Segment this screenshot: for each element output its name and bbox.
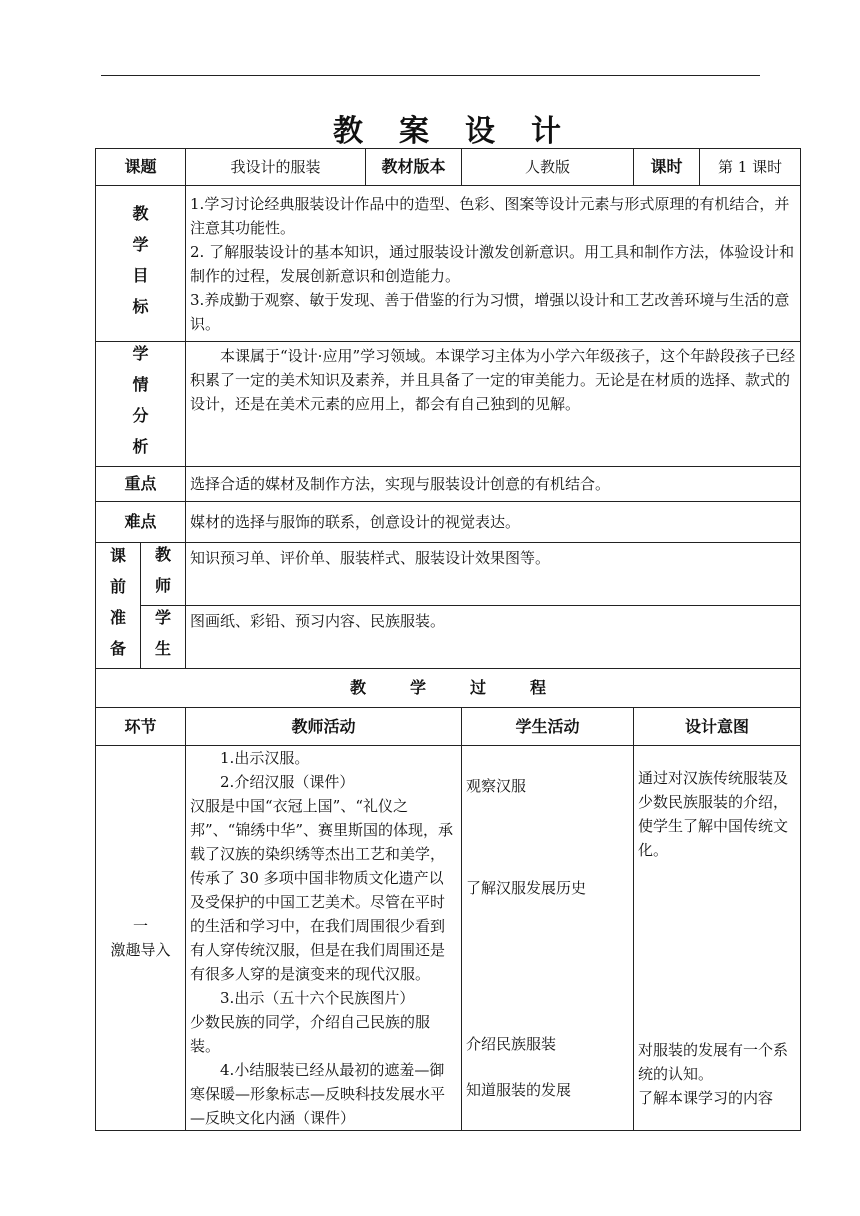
topic-value: 我设计的服装 <box>186 149 366 186</box>
key-point-row <box>96 467 801 502</box>
edition-value: 人教版 <box>462 149 634 186</box>
stage-1-student-activity <box>462 746 634 1131</box>
design-intent-header: 设计意图 <box>634 708 801 746</box>
key-point-content: 选择合适的媒材及制作方法，实现与服装设计创意的有机结合。 <box>186 467 801 502</box>
design-intent-item: 通过对汉族传统服装及少数民族服装的介绍，使学生了解中国传统文化。 <box>638 769 789 859</box>
header-rule <box>101 75 760 76</box>
topic-label: 课题 <box>96 149 186 186</box>
student-activity-item: 观察汉服 <box>466 777 527 795</box>
objective-item: 2. 了解服装设计的基本知识，通过服装设计激发创新意识。用工具和制作方法，体验设计和制作的过程，发展创新意识和创造能力。 <box>190 242 795 285</box>
title-char: 计 <box>531 114 561 149</box>
stage-1-teacher-activity <box>186 746 462 1131</box>
stage-1-row <box>96 746 801 1131</box>
analysis-label: 学 情 分 析 <box>96 342 186 467</box>
objective-item: 3.养成勤于观察、敏于发现、善于借鉴的行为习惯，增强以设计和工艺改善环境与生活的意识。 <box>190 290 790 333</box>
document-title <box>95 106 799 150</box>
objectives-row <box>96 186 801 342</box>
student-activity-item: 了解汉服发展历史 <box>466 879 587 897</box>
prep-student-label: 学 生 <box>141 606 186 669</box>
teacher-step-text: 少数民族的同学，介绍自己民族的服装。 <box>190 1013 431 1055</box>
teacher-step: 1.出示汉服。 <box>220 749 310 767</box>
student-activity-item: 介绍民族服装 <box>466 1035 557 1053</box>
period-value: 第 1 课时 <box>700 149 801 186</box>
prep-teacher-row <box>96 543 801 606</box>
key-point-label: 重点 <box>96 467 186 502</box>
student-activity-item: 知道服装的发展 <box>466 1081 572 1099</box>
difficulty-label: 难点 <box>96 502 186 543</box>
objectives-label: 教 学 目 标 <box>96 186 186 342</box>
analysis-row <box>96 342 801 467</box>
prep-student-row <box>96 606 801 669</box>
title-char: 设 <box>465 114 495 149</box>
stage-header: 环节 <box>96 708 186 746</box>
teacher-step: 2.介绍汉服（课件） <box>220 773 355 791</box>
teacher-step: 3.出示（五十六个民族图片） <box>220 989 415 1007</box>
stage-1-number: 一 <box>133 917 149 935</box>
title-char: 教 <box>333 114 363 149</box>
header-row <box>96 149 801 186</box>
period-label: 课时 <box>634 149 700 186</box>
design-intent-item: 了解本课学习的内容 <box>638 1089 774 1107</box>
student-activity-header: 学生活动 <box>462 708 634 746</box>
process-title: 教 学 过 程 <box>96 669 801 708</box>
stage-1-cell <box>96 746 186 1131</box>
teacher-step-text: 汉服是中国“衣冠上国”、“礼仪之邦”、“锦绣中华”、赛里斯国的体现，承载了汉族的染织绣等杰出工艺和美学，传承了 30 多项中国非物质文化遗产以及受保护的中国工艺美术。尽管在平时的生活和学习中，在我们周围很少看到有人穿传统汉服，但是在我们周围还是有很多人穿的是演变来的现代汉服。 <box>190 797 454 983</box>
prep-teacher-content: 知识预习单、评价单、服装样式、服装设计效果图等。 <box>186 543 801 606</box>
process-title-row <box>96 669 801 708</box>
process-header-row <box>96 708 801 746</box>
analysis-content: 本课属于“设计·应用”学习领域。本课学习主体为小学六年级孩子，这个年龄段孩子已经积累了一定的美术知识及素养，并且具备了一定的审美能力。无论是在材质的选择、款式的设计，还是在美术元素的应用上，都会有自己独到的见解。 <box>186 342 801 467</box>
difficulty-content: 媒材的选择与服饰的联系，创意设计的视觉表达。 <box>186 502 801 543</box>
teacher-step: 4.小结服装已经从最初的遮羞—御寒保暖—形象标志—反映科技发展水平—反映文化内涵（课件） <box>190 1061 446 1127</box>
difficulty-row <box>96 502 801 543</box>
design-intent-item: 对服装的发展有一个系统的认知。 <box>638 1041 789 1083</box>
objective-item: 1.学习讨论经典服装设计作品中的造型、色彩、图案等设计元素与形式原理的有机结合，并注意其功能性。 <box>190 194 790 237</box>
edition-label: 教材版本 <box>366 149 462 186</box>
stage-1-design-intent <box>634 746 801 1131</box>
objectives-content <box>186 186 801 342</box>
prep-teacher-label: 教 师 <box>141 543 186 606</box>
title-char: 案 <box>399 114 429 149</box>
prep-student-content: 图画纸、彩铅、预习内容、民族服装。 <box>186 606 801 669</box>
stage-1-name: 激趣导入 <box>110 941 171 959</box>
preparation-label: 课 前 准 备 <box>96 543 141 669</box>
lesson-plan-table <box>95 148 801 1131</box>
teacher-activity-header: 教师活动 <box>186 708 462 746</box>
